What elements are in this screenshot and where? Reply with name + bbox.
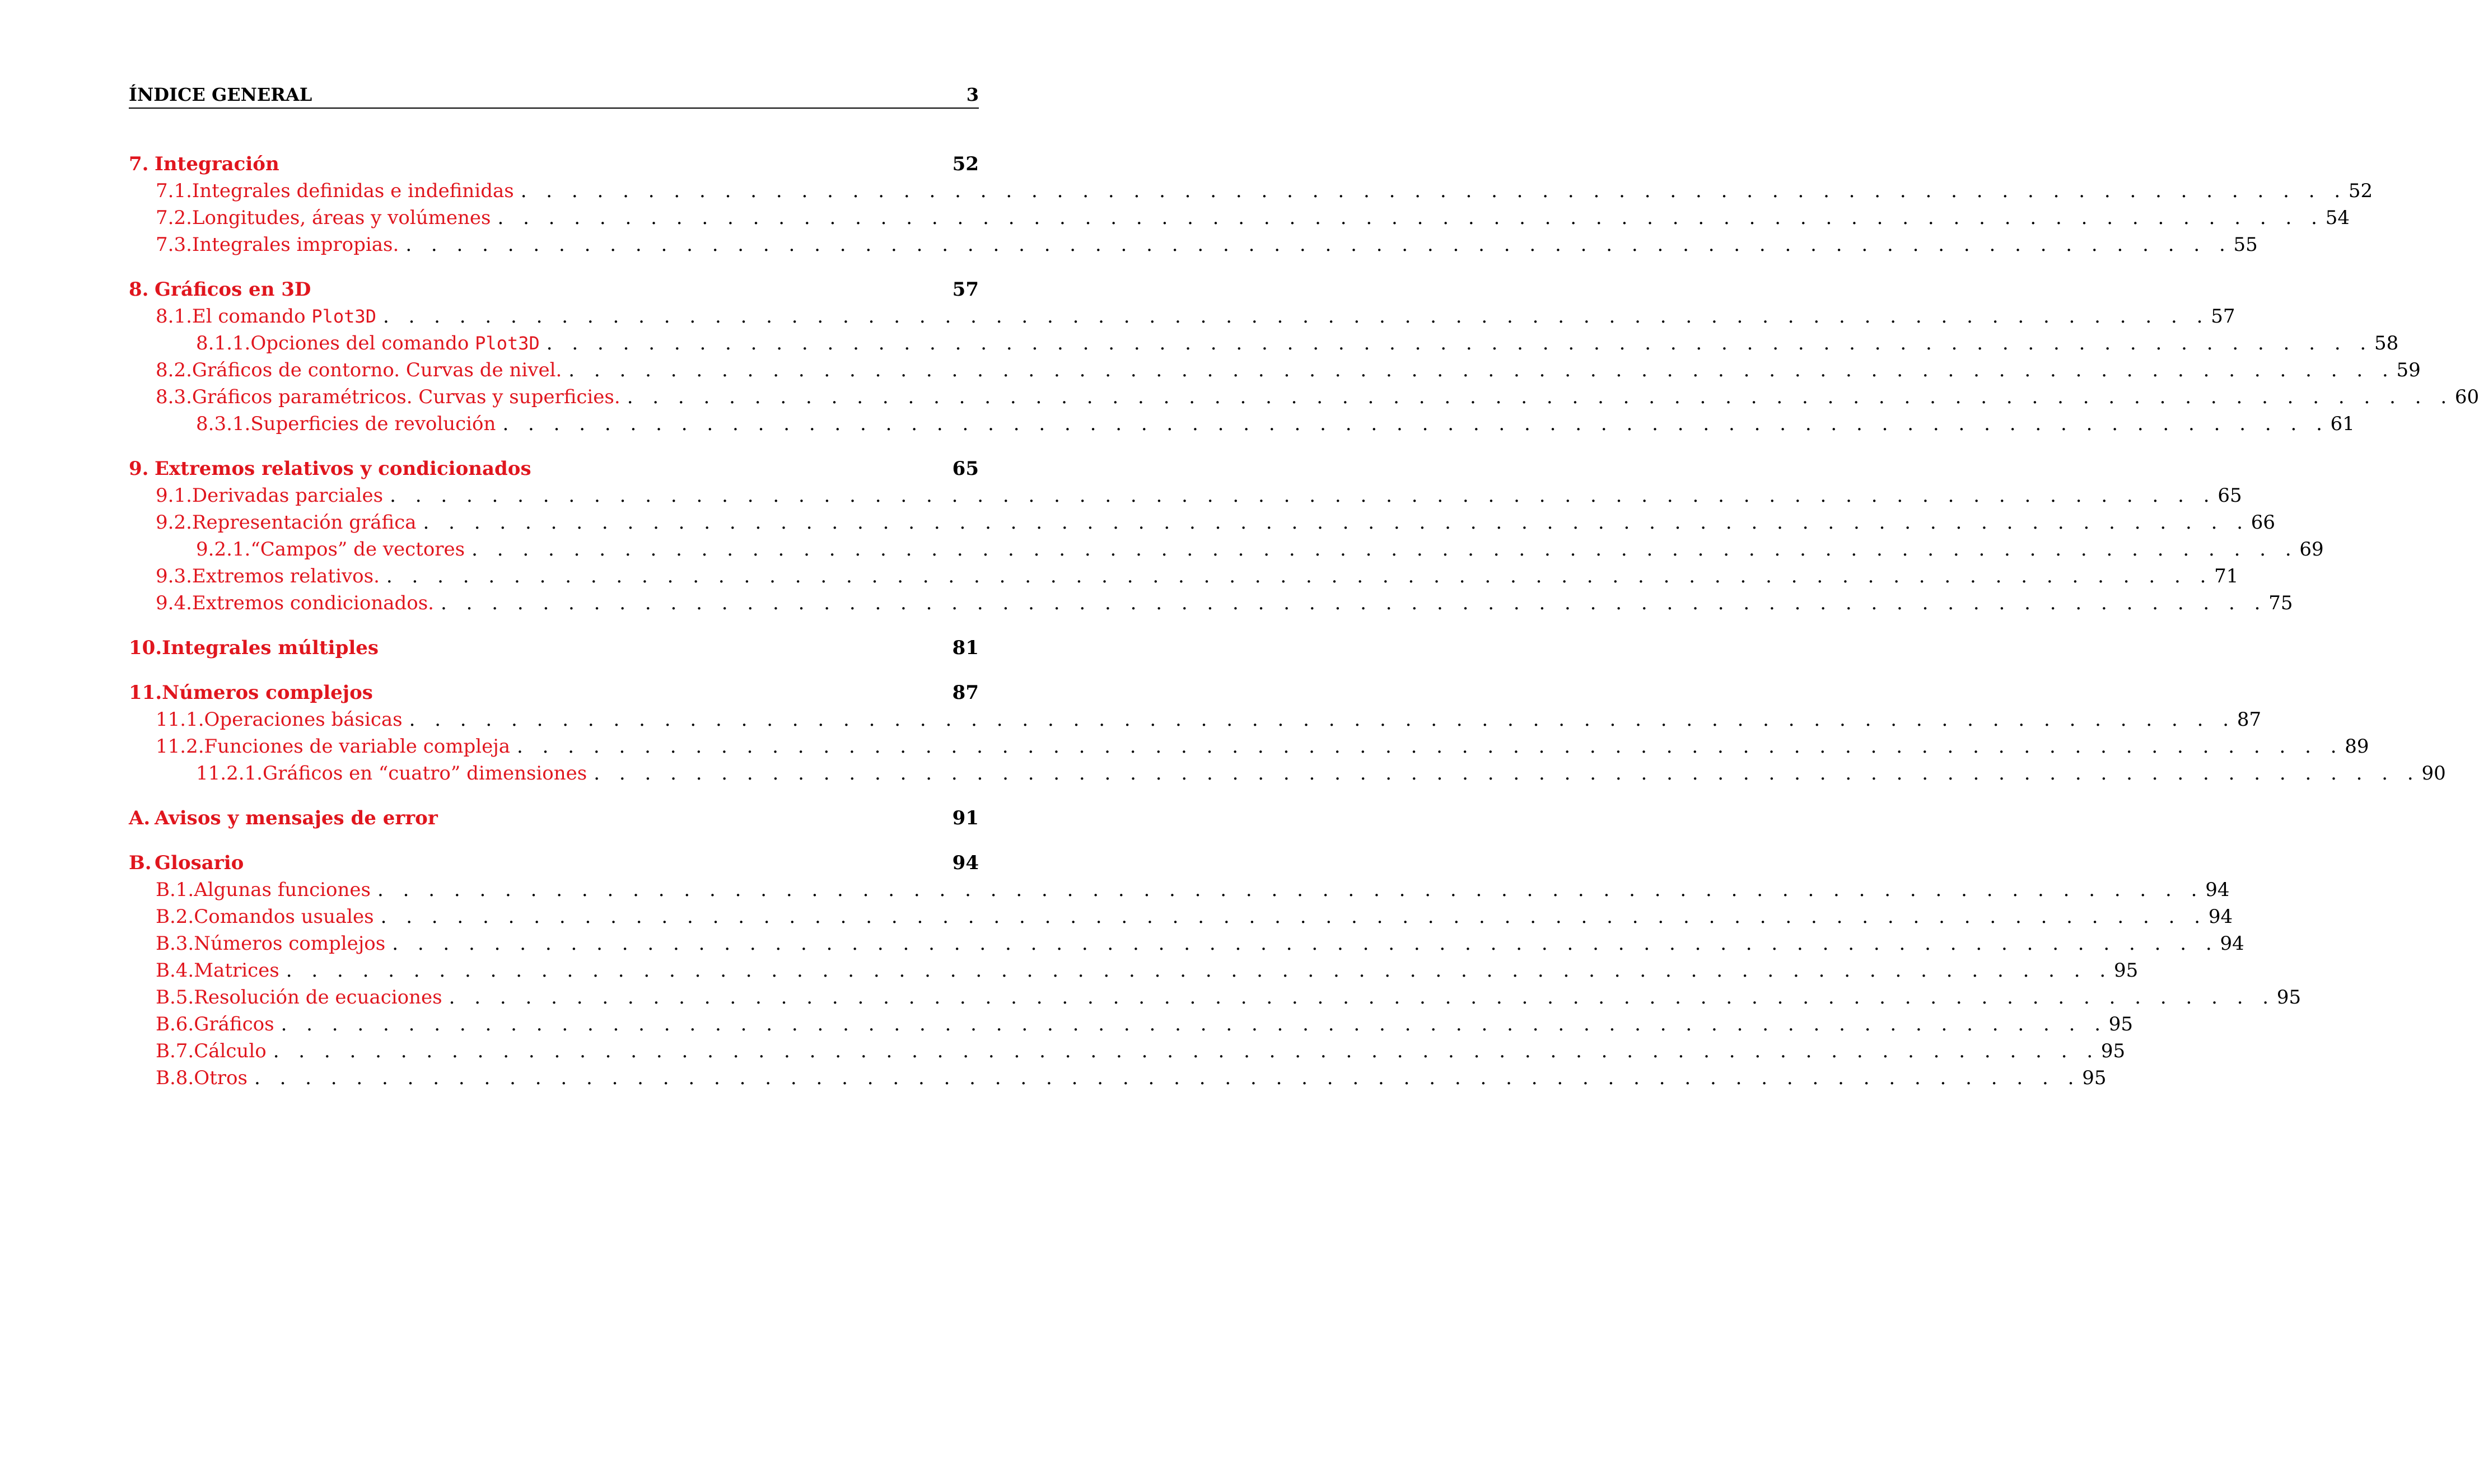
dot-leader: . . . . . . . . . . . . . . . . . . . . . . . . . . . . . . . . . . . . . . . . . . . . . . . . . . . . . . . . . . . . . . . . . . . . . . . . [409, 708, 2236, 731]
dot-leader: . . . . . . . . . . . . . . . . . . . . . . . . . . . . . . . . . . . . . . . . . . . . . . . . . . . . . . . . . . . . . . . . . . . . . . . . [497, 207, 2324, 229]
toc-title: Gráficos en 3D [155, 278, 311, 301]
dot-leader: . . . . . . . . . . . . . . . . . . . . . . . . . . . . . . . . . . . . . . . . . . . . . . . . . . . . . . . . . . . . . . . . . . . . . . . . [568, 359, 2395, 381]
toc-code: Plot3D [311, 306, 376, 327]
toc-page-number: 89 [2345, 735, 2369, 758]
toc-section-7-1[interactable] [129, 178, 2373, 204]
toc-title: Integrales múltiples [162, 637, 379, 659]
dot-leader: . . . . . . . . . . . . . . . . . . . . . . . . . . . . . . . . . . . . . . . . . . . . . . . . . . . . . . . . . . . . . . . . . . . . . . . . [281, 1013, 2108, 1035]
toc-number: B.2. [156, 906, 194, 928]
toc-section-11-2[interactable] [129, 734, 2369, 759]
toc-code: Plot3D [475, 333, 540, 354]
dot-leader: . . . . . . . . . . . . . . . . . . . . . . . . . . . . . . . . . . . . . . . . . . . . . . . . . . . . . . . . . . . . . . . . . . . . . . . . [594, 762, 2420, 785]
toc-section-b-1[interactable] [129, 877, 2230, 903]
toc-title: Glosario [155, 852, 244, 874]
toc-page-number: 59 [2396, 359, 2421, 381]
toc-title: Operaciones básicas [204, 708, 403, 731]
toc-page-number: 90 [2421, 762, 2446, 785]
toc-number: B.8. [156, 1067, 194, 1089]
toc-page-number: 94 [2220, 932, 2244, 955]
toc-subsection-8-3-1[interactable] [129, 411, 2355, 437]
toc-section-b-8[interactable] [129, 1065, 2107, 1091]
toc-page-number: 87 [952, 682, 979, 704]
toc-title: Extremos relativos y condicionados [155, 458, 531, 480]
toc-title: Gráficos paramétricos. Curvas y superficies. [192, 386, 620, 408]
toc-title: Extremos condicionados. [192, 592, 434, 614]
toc-page-number: 65 [952, 458, 979, 480]
toc-title: Longitudes, áreas y volúmenes [192, 207, 491, 229]
dot-leader: . . . . . . . . . . . . . . . . . . . . . . . . . . . . . . . . . . . . . . . . . . . . . . . . . . . . . . . . . . . . . . . . . . . . . . . . [405, 234, 2232, 256]
dot-leader: . . . . . . . . . . . . . . . . . . . . . . . . . . . . . . . . . . . . . . . . . . . . . . . . . . . . . . . . . . . . . . . . . . . . . . . . [502, 413, 2329, 435]
toc-page-number: 91 [952, 807, 979, 829]
dot-leader: . . . . . . . . . . . . . . . . . . . . . . . . . . . . . . . . . . . . . . . . . . . . . . . . . . . . . . . . . . . . . . . . . . . . . . . . [449, 986, 2276, 1009]
toc-section-b-2[interactable] [129, 904, 2233, 930]
toc-section-8-1[interactable] [129, 304, 2235, 329]
toc-title: Integración [155, 153, 279, 175]
toc-section-9-2[interactable] [129, 510, 2276, 535]
toc-number: 7.1. [156, 180, 192, 202]
toc-page-number: 52 [2348, 180, 2373, 202]
toc-title [250, 330, 539, 356]
toc-title: Gráficos de contorno. Curvas de nivel. [192, 359, 562, 381]
toc-section-9-4[interactable] [129, 590, 2293, 616]
toc-title: Algunas funciones [194, 879, 371, 901]
toc-number: 7.2. [156, 207, 192, 229]
dot-leader: . . . . . . . . . . . . . . . . . . . . . . . . . . . . . . . . . . . . . . . . . . . . . . . . . . . . . . . . . . . . . . . . . . . . . . . . [386, 565, 2213, 587]
toc-section-9-3[interactable] [129, 563, 2239, 589]
toc-title: Resolución de ecuaciones [194, 986, 442, 1009]
toc-title: Comandos usuales [194, 906, 374, 928]
toc-section-b-4[interactable] [129, 958, 2139, 983]
toc-section-b-5[interactable] [129, 984, 2301, 1010]
toc-number: B.7. [156, 1040, 194, 1062]
toc-subsection-8-1-1[interactable] [129, 330, 2399, 356]
toc-title: Derivadas parciales [192, 484, 384, 507]
toc-number: 9.1. [156, 484, 192, 507]
toc-section-11-1[interactable] [129, 707, 2262, 732]
toc-number: 8.3. [156, 386, 192, 408]
toc-page-number: 69 [2299, 538, 2324, 561]
toc-number: B.5. [156, 986, 194, 1009]
toc-appendix-b[interactable] [129, 850, 979, 876]
toc-number: 9.2. [156, 511, 192, 534]
toc-page-number: 66 [2251, 511, 2276, 534]
toc-title: Extremos relativos. [192, 565, 380, 587]
dot-leader: . . . . . . . . . . . . . . . . . . . . . . . . . . . . . . . . . . . . . . . . . . . . . . . . . . . . . . . . . . . . . . . . . . . . . . . . [471, 538, 2298, 561]
dot-leader: . . . . . . . . . . . . . . . . . . . . . . . . . . . . . . . . . . . . . . . . . . . . . . . . . . . . . . . . . . . . . . . . . . . . . . . . [380, 906, 2207, 928]
toc-title-text: Opciones del comando [250, 332, 475, 354]
toc-number: 8.2. [156, 359, 192, 381]
toc-number: 8.3.1. [196, 413, 251, 435]
toc-chapter-9[interactable] [129, 456, 979, 482]
toc-section-b-6[interactable] [129, 1011, 2133, 1037]
toc-number: B.1. [156, 879, 194, 901]
toc-number: 8.1. [156, 305, 192, 328]
toc-page-number: 65 [2217, 484, 2242, 507]
toc-number: 8. [129, 278, 149, 301]
toc-subsection-9-2-1[interactable] [129, 536, 2324, 562]
toc-number: 9.4. [156, 592, 192, 614]
dot-leader: . . . . . . . . . . . . . . . . . . . . . . . . . . . . . . . . . . . . . . . . . . . . . . . . . . . . . . . . . . . . . . . . . . . . . . . . [392, 932, 2219, 955]
dot-leader: . . . . . . . . . . . . . . . . . . . . . . . . . . . . . . . . . . . . . . . . . . . . . . . . . . . . . . . . . . . . . . . . . . . . . . . . [390, 484, 2216, 507]
toc-number: B.4. [156, 959, 194, 982]
toc-number: 11.2. [156, 735, 204, 758]
toc-page-number: 95 [2082, 1067, 2107, 1089]
toc-title: Números complejos [162, 682, 373, 704]
toc-title: Matrices [194, 959, 279, 982]
toc-title: Superficies de revolución [250, 413, 496, 435]
dot-leader: . . . . . . . . . . . . . . . . . . . . . . . . . . . . . . . . . . . . . . . . . . . . . . . . . . . . . . . . . . . . . . . . . . . . . . . . [627, 386, 2454, 408]
toc-number: 7.3. [156, 234, 192, 256]
toc-section-b-3[interactable] [129, 931, 2244, 956]
toc-number: A. [129, 807, 151, 829]
toc-page-number: 60 [2454, 386, 2479, 408]
toc-section-9-1[interactable] [129, 483, 2242, 508]
toc-chapter-7[interactable] [129, 151, 979, 177]
toc-section-7-2[interactable] [129, 205, 2350, 231]
toc-number: 7. [129, 153, 149, 175]
toc-page-number: 58 [2374, 332, 2399, 354]
toc-number: 9.3. [156, 565, 192, 587]
toc-page-number: 94 [2208, 906, 2233, 928]
dot-leader: . . . . . . . . . . . . . . . . . . . . . . . . . . . . . . . . . . . . . . . . . . . . . . . . . . . . . . . . . . . . . . . . . . . . . . . . [254, 1067, 2081, 1089]
toc-page-number: 54 [2325, 207, 2350, 229]
toc-section-7-3[interactable] [129, 232, 2258, 258]
toc-title: Funciones de variable compleja [204, 735, 511, 758]
toc-section-b-7[interactable] [129, 1038, 2126, 1064]
toc-chapter-10[interactable] [129, 635, 979, 661]
toc-number: 9. [129, 458, 149, 480]
toc-page-number: 75 [2268, 592, 2293, 614]
toc-number: B.3. [156, 932, 194, 955]
toc-page-number: 95 [2100, 1040, 2126, 1062]
toc-title: “Campos” de vectores [250, 538, 465, 561]
toc-page-number: 61 [2330, 413, 2355, 435]
dot-leader: . . . . . . . . . . . . . . . . . . . . . . . . . . . . . . . . . . . . . . . . . . . . . . . . . . . . . . . . . . . . . . . . . . . . . . . . [286, 959, 2113, 982]
dot-leader: . . . . . . . . . . . . . . . . . . . . . . . . . . . . . . . . . . . . . . . . . . . . . . . . . . . . . . . . . . . . . . . . . . . . . . . . [517, 735, 2343, 758]
toc-title: Avisos y mensajes de error [155, 807, 438, 829]
toc-title: Representación gráfica [192, 511, 417, 534]
header-title: ÍNDICE GENERAL [129, 84, 312, 105]
toc-appendix-a[interactable] [129, 805, 979, 831]
toc-page-number: 94 [2205, 879, 2230, 901]
dot-leader: . . . . . . . . . . . . . . . . . . . . . . . . . . . . . . . . . . . . . . . . . . . . . . . . . . . . . . . . . . . . . . . . . . . . . . . . [440, 592, 2267, 614]
toc-number: 11.1. [156, 708, 204, 731]
dot-leader: . . . . . . . . . . . . . . . . . . . . . . . . . . . . . . . . . . . . . . . . . . . . . . . . . . . . . . . . . . . . . . . . . . . . . . . . [546, 332, 2373, 354]
toc-title: Gráficos en “cuatro” dimensiones [262, 762, 587, 785]
toc-page-number: 57 [2211, 305, 2235, 328]
toc-title: Otros [194, 1067, 248, 1089]
toc-title: Integrales impropias. [192, 234, 399, 256]
toc-page-number: 52 [952, 153, 979, 175]
toc-page-number: 71 [2214, 565, 2239, 587]
dot-leader: . . . . . . . . . . . . . . . . . . . . . . . . . . . . . . . . . . . . . . . . . . . . . . . . . . . . . . . . . . . . . . . . . . . . . . . . [423, 511, 2250, 534]
toc-page-number: 87 [2237, 708, 2262, 731]
toc-title-text: El comando [192, 305, 312, 328]
toc-number: 9.2.1. [196, 538, 251, 561]
toc-title [192, 304, 376, 329]
dot-leader: . . . . . . . . . . . . . . . . . . . . . . . . . . . . . . . . . . . . . . . . . . . . . . . . . . . . . . . . . . . . . . . . . . . . . . . . [273, 1040, 2100, 1062]
toc-page-number: 81 [952, 637, 979, 659]
toc-title: Gráficos [194, 1013, 274, 1035]
dot-leader: . . . . . . . . . . . . . . . . . . . . . . . . . . . . . . . . . . . . . . . . . . . . . . . . . . . . . . . . . . . . . . . . . . . . . . . . [377, 879, 2204, 901]
toc-section-8-3[interactable] [129, 384, 2479, 410]
toc-subsection-11-2-1[interactable] [129, 760, 2446, 786]
toc-number: B.6. [156, 1013, 194, 1035]
toc-number: 10. [129, 637, 162, 659]
toc-section-8-2[interactable] [129, 357, 2421, 383]
toc-page-number: 55 [2233, 234, 2258, 256]
toc-page-number: 95 [2108, 1013, 2133, 1035]
dot-leader: . . . . . . . . . . . . . . . . . . . . . . . . . . . . . . . . . . . . . . . . . . . . . . . . . . . . . . . . . . . . . . . . . . . . . . . . [382, 305, 2210, 328]
running-header [129, 78, 979, 109]
toc-page-number: 95 [2276, 986, 2301, 1009]
toc-number: 11.2.1. [196, 762, 263, 785]
toc-number: 11. [129, 682, 162, 704]
toc-chapter-11[interactable] [129, 680, 979, 706]
toc-title: Cálculo [194, 1040, 267, 1062]
toc-page-number: 95 [2113, 959, 2139, 982]
header-page-number: 3 [966, 84, 979, 105]
toc-chapter-8[interactable] [129, 277, 979, 302]
toc-title: Números complejos [194, 932, 386, 955]
dot-leader: . . . . . . . . . . . . . . . . . . . . . . . . . . . . . . . . . . . . . . . . . . . . . . . . . . . . . . . . . . . . . . . . . . . . . . . . [520, 180, 2347, 202]
toc-title: Integrales definidas e indefinidas [192, 180, 514, 202]
toc-number: B. [129, 852, 152, 874]
toc-page-number: 94 [952, 852, 979, 874]
toc-page-number: 57 [952, 278, 979, 301]
toc-number: 8.1.1. [196, 332, 251, 354]
